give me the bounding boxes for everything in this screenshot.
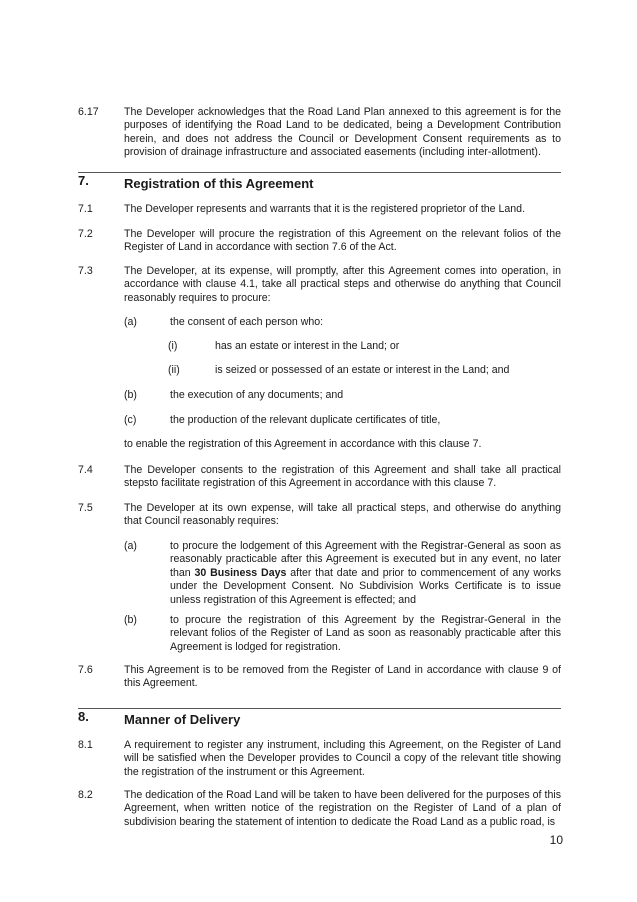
clause-8-1 bbox=[78, 739, 561, 779]
section-7-heading bbox=[78, 172, 561, 191]
clause-text: The Developer represents and warrants that it is the registered proprietor of the Land. bbox=[124, 203, 526, 215]
clause-number: 8.2 bbox=[78, 789, 93, 801]
item-text bbox=[170, 540, 561, 607]
item-text: has an estate or interest in the Land; or bbox=[215, 340, 400, 352]
clause-number: 7.5 bbox=[78, 502, 93, 514]
clause-text: The Developer, at its expense, will promptly, after this Agreement comes into operation, in accordance with clause 4.1, take all practical steps and otherwise do anything that Council reasonably requires to procure: bbox=[124, 265, 561, 304]
item-label: (a) bbox=[124, 316, 137, 328]
item-text: the execution of any documents; and bbox=[170, 389, 344, 401]
text-before: to procure the lodgement of this Agreement with the Registrar-General as soon as reasonably practicable after this Agreement is executed but in any event, no later than bbox=[170, 540, 561, 579]
section-number: 8. bbox=[78, 709, 89, 724]
item-text: is seized or possessed of an estate or interest in the Land; and bbox=[215, 364, 510, 376]
item-label: (b) bbox=[124, 614, 137, 626]
clause-text: A requirement to register any instrument, including this Agreement, on the Register of Land will be satisfied when the Developer provides to Council a copy of the relevant title showing the registration of the instrument or this Agreement. bbox=[124, 739, 561, 778]
item-label: (i) bbox=[168, 340, 178, 352]
business-days-emphasis: 30 Business Days bbox=[194, 566, 287, 579]
section-title: Registration of this Agreement bbox=[124, 176, 314, 191]
item-label: (a) bbox=[124, 540, 137, 552]
closing-text: to enable the registration of this Agreement in accordance with this clause 7. bbox=[124, 438, 482, 450]
clause-text: The Developer acknowledges that the Road Land Plan annexed to this agreement is for the purposes of identifying the Road Land to be dedicated, being a Development Contribution herein, and does not address the Council or Development Consent requirements as to provision of drainage infrastructure and associated easements (including inter-allotment). bbox=[124, 106, 561, 159]
clause-6-17 bbox=[78, 106, 561, 160]
clause-text: The Developer consents to the registration of this Agreement and shall take all practical stepsto facilitate registration of this Agreement in accordance with this clause 7. bbox=[124, 464, 561, 490]
clause-7-3-a-i bbox=[168, 340, 561, 353]
clause-text: The dedication of the Road Land will be taken to have been delivered for the purposes of this Agreement, when written notice of the registration on the Register of Land of a plan of subdivision bearing the statement of intention to dedicate the Road Land as a public road, is bbox=[124, 789, 561, 828]
item-text: the consent of each person who: bbox=[170, 316, 324, 328]
clause-7-1 bbox=[78, 203, 561, 216]
item-text: the production of the relevant duplicate certificates of title, bbox=[170, 414, 441, 426]
clause-text: The Developer will procure the registration of this Agreement on the relevant folios of the Register of Land in accordance with section 7.6 of the Act. bbox=[124, 228, 561, 254]
item-label: (b) bbox=[124, 389, 137, 401]
clause-7-6 bbox=[78, 664, 561, 691]
section-number: 7. bbox=[78, 173, 89, 188]
clause-number: 7.6 bbox=[78, 664, 93, 676]
clause-7-3-a bbox=[124, 316, 561, 329]
clause-7-4 bbox=[78, 464, 561, 491]
clause-7-3 bbox=[78, 265, 561, 305]
clause-7-5-b bbox=[124, 614, 561, 654]
clause-number: 7.1 bbox=[78, 203, 93, 215]
item-text: to procure the registration of this Agreement by the Registrar-General in the relevant folios of the Register of Land as soon as reasonably practicable after this Agreement is lodged for registration. bbox=[170, 614, 561, 653]
clause-7-3-a-ii bbox=[168, 364, 561, 377]
clause-number: 7.3 bbox=[78, 265, 93, 277]
clause-number: 7.2 bbox=[78, 228, 93, 240]
clause-text: The Developer at its own expense, will take all practical steps, and otherwise do anything that Council reasonably requires: bbox=[124, 502, 561, 528]
clause-7-3-c bbox=[124, 414, 561, 427]
section-8-heading bbox=[78, 708, 561, 727]
clause-number: 8.1 bbox=[78, 739, 93, 751]
clause-number: 7.4 bbox=[78, 464, 93, 476]
clause-text: This Agreement is to be removed from the Register of Land in accordance with clause 9 of this Agreement. bbox=[124, 664, 561, 690]
clause-7-5 bbox=[78, 502, 561, 529]
page-number: 10 bbox=[549, 833, 563, 847]
clause-number: 6.17 bbox=[78, 106, 99, 118]
section-title: Manner of Delivery bbox=[124, 712, 241, 727]
item-label: (c) bbox=[124, 414, 137, 426]
clause-7-5-a bbox=[124, 540, 561, 607]
text-after: after that date and prior to commencement of any works under the Development Consent. No Subdivision Works Certificate is to issue unless registration of this Agreement is effected; and bbox=[170, 566, 561, 606]
clause-7-3-b bbox=[124, 389, 561, 402]
clause-7-3-closing bbox=[124, 438, 561, 451]
clause-7-2 bbox=[78, 228, 561, 255]
clause-8-2 bbox=[78, 789, 561, 829]
item-label: (ii) bbox=[168, 364, 180, 376]
